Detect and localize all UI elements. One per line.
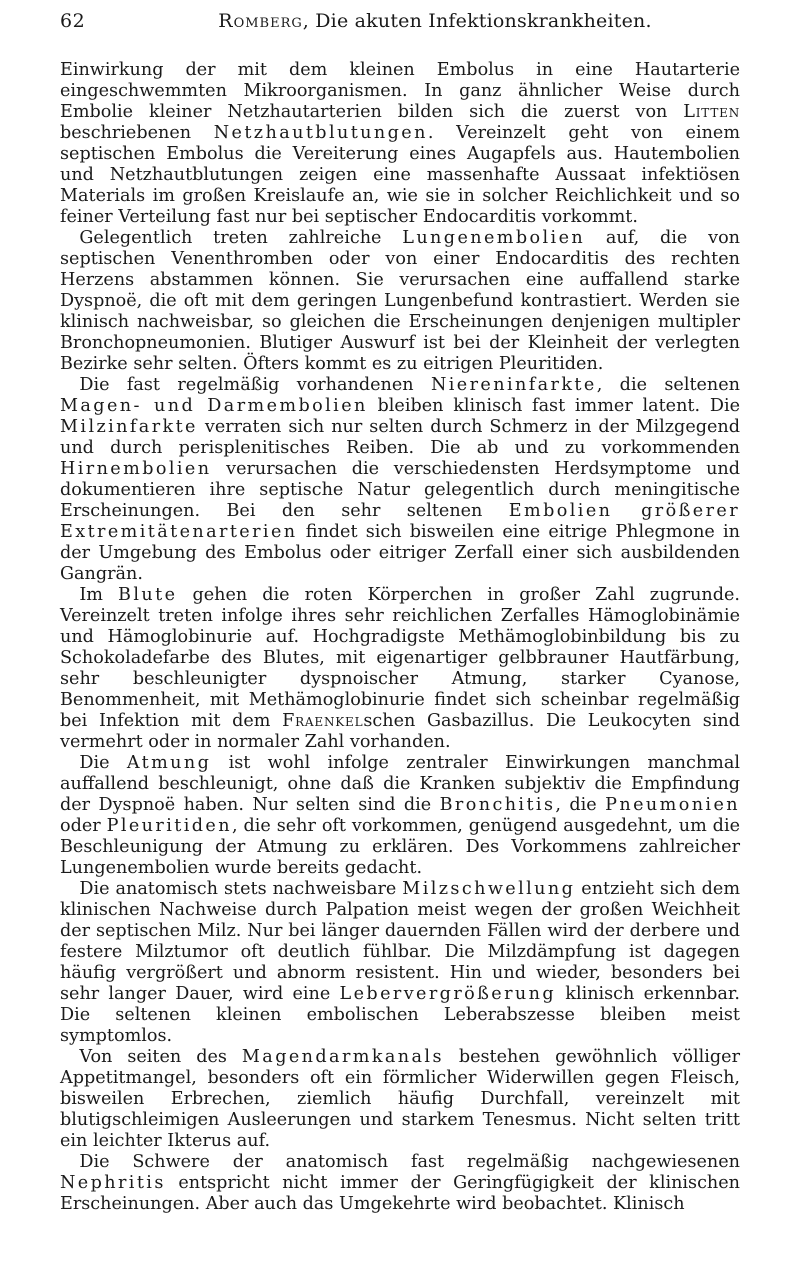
- text-run: schen Gasbazillus. Die Leukocyten sind vermehrt oder in normaler Zahl vorhanden.: [60, 711, 740, 752]
- spaced-term: Blute: [118, 585, 178, 605]
- author-name: Litten: [683, 102, 740, 122]
- running-header: [60, 10, 740, 40]
- spaced-term: Nephritis: [60, 1173, 166, 1193]
- spaced-term: Magen- und Darmembolien: [60, 396, 368, 416]
- running-head-title: , Die akuten Infektionskrankheiten.: [302, 10, 652, 32]
- paragraph: [60, 228, 740, 375]
- spaced-term: Atmung: [126, 753, 212, 773]
- text-run: ist wohl infolge zentraler Einwirkungen manchmal auffallend beschleunigt, ohne daß die Kranken subjektiv die Empfindung der Dyspnoë haben. Nur selten sind die: [60, 753, 740, 815]
- text-run: auf, die von septischen Venenthromben oder von einer Endocarditis des rechten Herzens abstammen können. Sie verursachen eine auffallend starke Dyspnoë, die oft mit dem geringen Lungenbefund kontrastiert. Werden sie klinisch nachweisbar, so gleichen die Erscheinungen denjenigen multipler Bronchopneumonien. Blutiger Auswurf ist bei der Kleinheit der verlegten Bezirke sehr selten. Öfters kommt es zu eitrigen Pleuritiden.: [60, 228, 740, 374]
- spaced-term: Magendarmkanals: [241, 1047, 444, 1067]
- paragraph: [60, 375, 740, 585]
- paragraph: [60, 585, 740, 753]
- spaced-term: Netzhautblutungen: [213, 123, 428, 143]
- text-run: Im: [79, 585, 119, 605]
- text-run: Gelegentlich treten zahlreiche: [79, 228, 403, 248]
- spaced-term: Lebervergrößerung: [339, 984, 557, 1004]
- text-run: Von seiten des: [79, 1047, 242, 1067]
- text-run: verraten sich nur selten durch Schmerz in der Milzgegend und durch perisplenitisches Reiben. Die ab und zu vorkommenden: [60, 417, 740, 458]
- text-run: , die: [555, 795, 606, 815]
- paragraph: [60, 1047, 740, 1152]
- spaced-term: Pneumonien: [605, 795, 740, 815]
- text-run: Einwirkung der mit dem kleinen Embolus in eine Hautarterie eingeschwemmten Mikroorganismen. In ganz ähnlicher Weise durch Embolie kleiner Netzhautarterien bilden sich die zuerst von: [60, 60, 740, 122]
- page-number: 62: [60, 10, 86, 32]
- paragraph: [60, 1152, 740, 1215]
- body-text: [60, 60, 740, 1215]
- text-run: Die Schwere der anatomisch fast regelmäßig nachgewiesenen: [79, 1152, 740, 1172]
- author-name: Fraenkel: [282, 711, 364, 731]
- running-head-author: Romberg: [218, 10, 303, 32]
- text-run: , die sehr oft vorkommen, genügend ausgedehnt, um die Beschleunigung der Atmung zu erklären. Des Vorkommens zahlreicher Lungenembolien wurde bereits gedacht.: [60, 816, 740, 878]
- spaced-term: Niereninfarkte: [430, 375, 597, 395]
- text-run: beschriebenen: [60, 123, 214, 143]
- text-run: gehen die roten Körperchen in großer Zahl zugrunde. Vereinzelt treten infolge ihres sehr reichlichen Zerfalles Hämoglobinämie und Hämoglobinurie auf. Hochgradigste Methämoglobinbildung bis zu Schokoladefarbe des Blutes, mit eigenartiger gelbbrauner Hautfärbung, sehr beschleunigter dyspnoischer Atmung, starker Cyanose, Benommenheit, mit Methämoglobinurie findet sich scheinbar regelmäßig bei Infektion mit dem: [60, 585, 740, 731]
- spaced-term: Milzinfarkte: [60, 417, 198, 437]
- paragraph: [60, 60, 740, 228]
- text-run: findet sich bisweilen eine eitrige Phlegmone in der Umgebung des Embolus oder eitriger Zerfall einer sich ausbildenden Gangrän.: [60, 522, 740, 584]
- text-run: Die anatomisch stets nachweisbare: [79, 879, 403, 899]
- spaced-term: Bronchitis: [439, 795, 556, 815]
- running-head: [130, 10, 740, 32]
- spaced-term: Pleuritiden: [106, 816, 232, 836]
- spaced-term: Embolien größerer Extremitätenarterien: [60, 501, 740, 542]
- paragraph: [60, 879, 740, 1047]
- text-run: entzieht sich dem klinischen Nachweise durch Palpation meist wegen der großen Weichheit der septischen Milz. Nur bei länger dauernden Fällen wird der derbere und festere Milztumor oft deutlich fühlbar. Die Milzdämpfung ist dagegen häufig vergrößert und abnorm resistent. Hin und wieder, besonders bei sehr langer Dauer, wird eine: [60, 879, 741, 1004]
- paragraph: [60, 753, 740, 879]
- text-run: oder: [60, 816, 107, 836]
- text-run: bestehen gewöhnlich völliger Appetitmangel, besonders oft ein förmlicher Widerwillen gegen Fleisch, bisweilen Erbrechen, ziemlich häufig Durchfall, vereinzelt mit blutigschleimigen Ausleerungen und starkem Tenesmus. Nicht selten tritt ein leichter Ikterus auf.: [60, 1047, 740, 1151]
- text-run: Die fast regelmäßig vorhandenen: [79, 375, 431, 395]
- text-run: entspricht nicht immer der Geringfügigkeit der klinischen Erscheinungen. Aber auch das Umgekehrte wird beobachtet. Klinisch: [60, 1173, 740, 1214]
- text-run: Die: [79, 753, 127, 773]
- spaced-term: Lungenembolien: [402, 228, 586, 248]
- text-run: , die seltenen: [596, 375, 740, 395]
- spaced-term: Hirnembolien: [60, 459, 212, 479]
- text-run: . Vereinzelt geht von einem septischen Embolus die Vereiterung eines Augapfels aus. Hautembolien und Netzhautblutungen zeigen eine massenhafte Aussaat infektiösen Materials im großen Kreislaufe an, wie sie in solcher Reichlichkeit und so feiner Verteilung fast nur bei septischer Endocarditis vorkommt.: [60, 123, 740, 227]
- text-run: klinisch erkennbar. Die seltenen kleinen embolischen Leberabszesse bleiben meist symptomlos.: [60, 984, 740, 1046]
- spaced-term: Milzschwellung: [402, 879, 576, 899]
- text-run: verursachen die verschiedensten Herdsymptome und dokumentieren ihre septische Natur gelegentlich durch meningitische Erscheinungen. Bei den sehr seltenen: [60, 459, 740, 521]
- text-run: bleiben klinisch fast immer latent. Die: [367, 396, 740, 416]
